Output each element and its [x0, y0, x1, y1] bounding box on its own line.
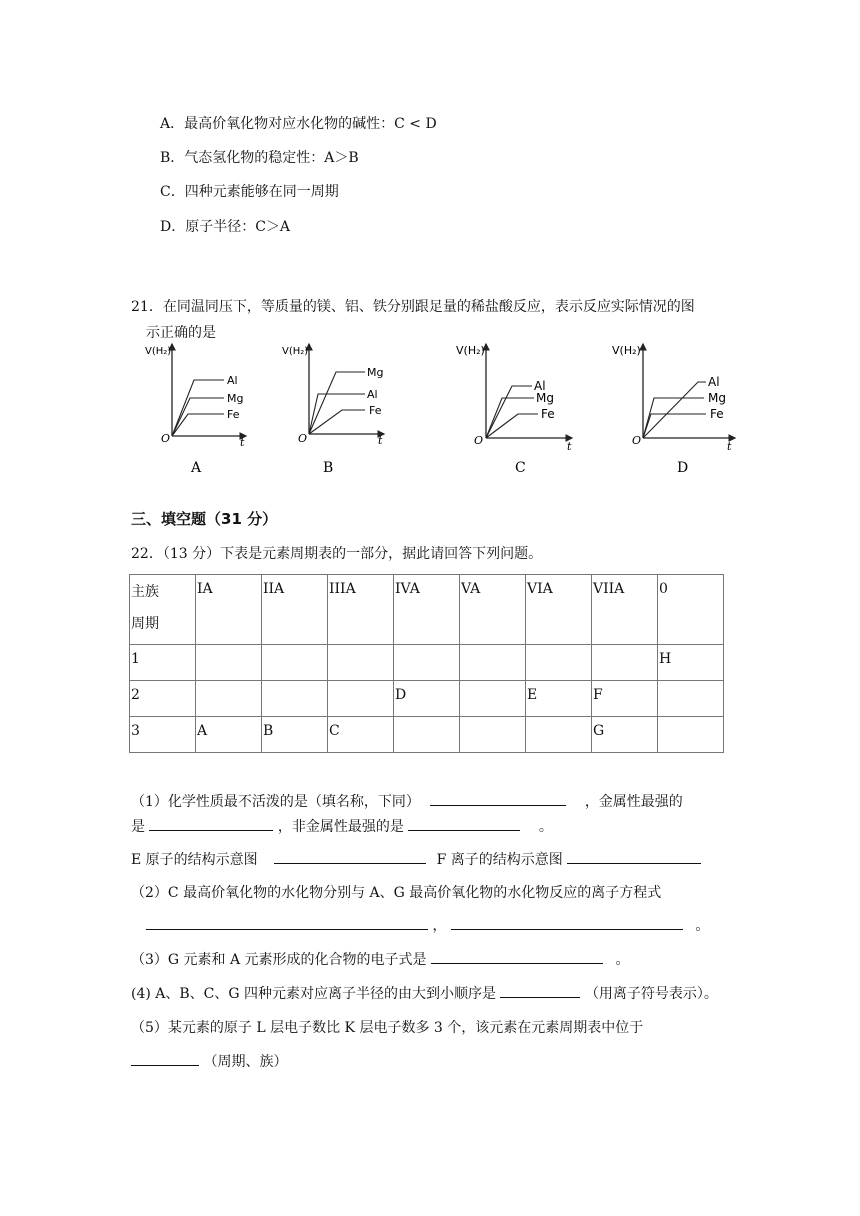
graph-c-label-fe: Fe: [541, 407, 555, 421]
part1-text-g: F 离子的结构示意图: [436, 852, 563, 868]
q21-stem-line2: 示正确的是: [146, 325, 216, 341]
graph-d-label-fe: Fe: [710, 407, 724, 421]
graph-d-line-mg: [643, 398, 704, 438]
graph-b-origin: O: [298, 432, 308, 445]
graph-b-label-fe: Fe: [369, 404, 382, 417]
corner-bottom: 周期: [131, 616, 159, 632]
graph-a-ylabel: V(H₂): [145, 346, 172, 357]
answer-blank-equation-1[interactable]: [146, 915, 428, 930]
table-row: [130, 645, 724, 681]
option-a: A．最高价氧化物对应水化物的碱性：C < D: [160, 116, 437, 132]
table-header-cell: VIIA: [592, 575, 658, 645]
graph-b-option: B: [323, 460, 334, 476]
table-cell: [328, 645, 394, 681]
table-cell: 1: [130, 645, 196, 681]
table-header-cell: IIA: [262, 575, 328, 645]
graph-d-option: D: [677, 460, 689, 476]
table-cell: [394, 645, 460, 681]
part3-end: 。: [615, 952, 630, 968]
option-c: C．四种元素能够在同一周期: [160, 184, 339, 200]
graph-b: [282, 344, 384, 447]
graph-c: [456, 344, 572, 453]
q21-stem-line1: 21．在同温同压下，等质量的镁、铝、铁分别跟足量的稀盐酸反应，表示反应实际情况的图: [131, 299, 695, 315]
table-cell: C: [328, 717, 394, 753]
table-cell: [460, 681, 526, 717]
graph-a-line-al: [172, 380, 224, 436]
graph-a-label-fe: Fe: [227, 408, 240, 421]
part1-text-e: 。: [538, 819, 553, 835]
table-row: [130, 717, 724, 753]
graph-a-label-mg: Mg: [227, 392, 244, 405]
table-cell: [196, 681, 262, 717]
q22-part2-answers: [146, 915, 709, 935]
table-cell: [658, 717, 724, 753]
graph-d-xlabel: t: [727, 440, 732, 453]
table-cell: [526, 645, 592, 681]
graph-c-ylabel: V(H₂): [456, 344, 485, 357]
graph-d-ylabel: V(H₂): [612, 344, 641, 357]
part1-text-c: 是: [131, 819, 145, 835]
graph-a-label-al: Al: [227, 374, 238, 387]
q22-part1-line2: [131, 816, 553, 836]
q21-graphs: [0, 338, 860, 478]
part1-text-a: （1）化学性质最不活泼的是（填名称，下同）: [131, 794, 420, 810]
table-corner-cell: [130, 575, 196, 645]
q22-part1-line3: [131, 849, 701, 869]
table-cell: [526, 717, 592, 753]
answer-blank-e-atom-diagram[interactable]: [274, 849, 426, 864]
graph-d-line-fe: [643, 414, 706, 438]
graph-d-origin: O: [632, 434, 642, 447]
answer-blank-ion-radius-order[interactable]: [500, 983, 580, 998]
table-cell: D: [394, 681, 460, 717]
graph-c-xlabel: t: [567, 440, 572, 453]
answer-blank-most-nonmetallic[interactable]: [408, 816, 520, 831]
table-cell: H: [658, 645, 724, 681]
graph-b-line-mg: [309, 372, 365, 434]
graph-b-ylabel: V(H₂): [282, 346, 309, 357]
part3-text: （3）G 元素和 A 元素形成的化合物的电子式是: [131, 952, 427, 968]
answer-blank-most-metallic[interactable]: [149, 816, 273, 831]
graph-a-origin: O: [161, 432, 171, 445]
graph-b-xlabel: t: [378, 434, 383, 447]
part4-text-b: （用离子符号表示）。: [584, 986, 718, 1002]
graph-c-origin: O: [474, 434, 484, 447]
answer-blank-least-active[interactable]: [430, 791, 566, 806]
table-cell: F: [592, 681, 658, 717]
graph-c-label-al: Al: [534, 379, 546, 393]
graph-c-line-al: [486, 386, 532, 438]
answer-blank-f-ion-diagram[interactable]: [567, 849, 701, 864]
table-cell: [394, 717, 460, 753]
table-header-cell: 0: [658, 575, 724, 645]
table-cell: [196, 645, 262, 681]
graph-b-label-mg: Mg: [367, 366, 384, 379]
table-header-cell: VIA: [526, 575, 592, 645]
table-header-cell: VA: [460, 575, 526, 645]
q22-intro: 22．（13 分）下表是元素周期表的一部分，据此请回答下列问题。: [131, 546, 543, 562]
table-cell: 3: [130, 717, 196, 753]
part1-text-f: E 原子的结构示意图: [131, 852, 258, 868]
answer-blank-electron-formula[interactable]: [431, 949, 603, 964]
periodic-table: [129, 574, 724, 753]
table-cell: [460, 717, 526, 753]
table-cell: [592, 645, 658, 681]
q22-part5-answer: [131, 1051, 287, 1071]
q22-part4: [131, 983, 718, 1003]
table-cell: [328, 681, 394, 717]
table-cell: G: [592, 717, 658, 753]
section-title: 三、填空题（31 分）: [131, 510, 278, 528]
table-cell: B: [262, 717, 328, 753]
table-cell: [460, 645, 526, 681]
option-b: B．气态氢化物的稳定性：A＞B: [160, 150, 359, 166]
table-header-cell: IA: [196, 575, 262, 645]
table-header-cell: IIIA: [328, 575, 394, 645]
option-d: D．原子半径：C＞A: [160, 219, 291, 235]
q22-part3: [131, 949, 629, 969]
q22-part1-line1: [131, 791, 683, 811]
q22-part5: （5）某元素的原子 L 层电子数比 K 层电子数多 3 个，该元素在元素周期表中位于: [131, 1020, 644, 1036]
graph-a-xlabel: t: [240, 436, 245, 449]
table-cell: [262, 681, 328, 717]
table-header-cell: IVA: [394, 575, 460, 645]
graph-a: [145, 344, 246, 449]
graph-d: [612, 344, 735, 453]
graph-a-option: A: [191, 460, 202, 476]
graph-d-label-al: Al: [708, 375, 720, 389]
table-cell: A: [196, 717, 262, 753]
table-cell: [262, 645, 328, 681]
q22-part2: （2）C 最高价氧化物的水化物分别与 A、G 最高价氧化物的水化物反应的离子方程式: [131, 885, 662, 901]
corner-top: 主族: [131, 584, 159, 600]
table-cell: [658, 681, 724, 717]
table-row: [130, 681, 724, 717]
graph-d-line-al: [643, 382, 706, 438]
graph-b-label-al: Al: [367, 388, 378, 401]
part2-separator: ，: [432, 918, 447, 934]
table-header-row: [130, 575, 724, 645]
graph-d-label-mg: Mg: [708, 391, 726, 405]
table-cell: E: [526, 681, 592, 717]
graph-c-option: C: [515, 460, 526, 476]
part2-end: 。: [695, 918, 710, 934]
graphs-svg: [0, 338, 860, 478]
answer-blank-equation-2[interactable]: [451, 915, 683, 930]
graph-c-label-mg: Mg: [536, 391, 554, 405]
part4-text-a: (4) A、B、C、G 四种元素对应离子半径的由大到小顺序是: [131, 986, 497, 1002]
part1-text-d: ，非金属性最强的是: [277, 819, 404, 835]
part5-end: （周期、族）: [203, 1054, 288, 1070]
table-cell: 2: [130, 681, 196, 717]
answer-blank-position[interactable]: [131, 1051, 199, 1066]
part1-text-b: ，金属性最强的: [584, 794, 683, 810]
